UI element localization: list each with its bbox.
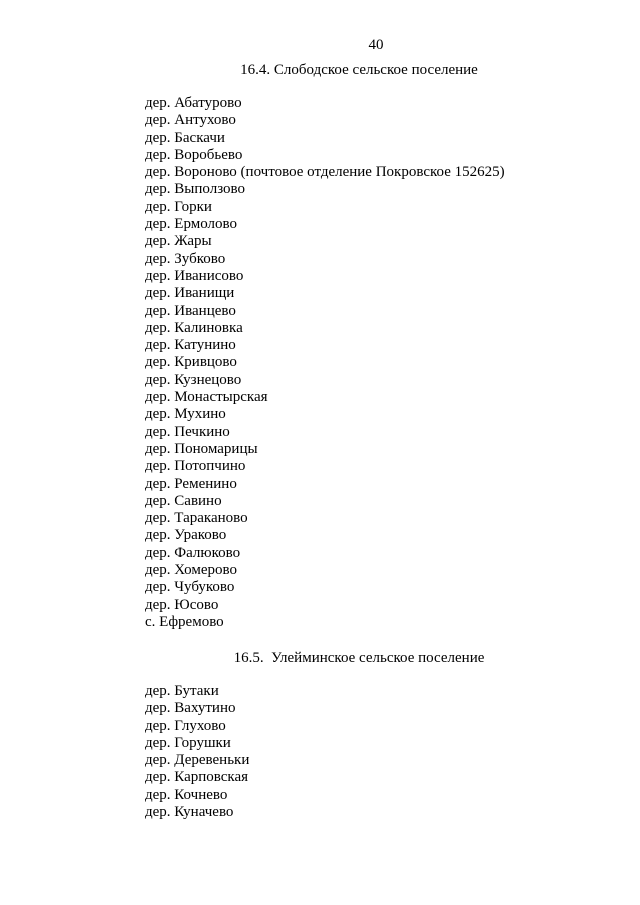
list-item: дер. Калиновка xyxy=(145,319,243,336)
list-item: дер. Катунино xyxy=(145,337,236,354)
list-item: дер. Горки xyxy=(145,198,212,215)
list-item: дер. Куначево xyxy=(145,804,234,821)
list-item: дер. Ременино xyxy=(145,475,237,492)
list-item: дер. Хомерово xyxy=(145,562,238,579)
list-item: дер. Горушки xyxy=(145,734,231,751)
list-item: дер. Иванищи xyxy=(145,285,235,302)
list-item: дер. Вахутино xyxy=(145,700,236,717)
list-item: дер. Иванцево xyxy=(145,302,236,319)
list-item: дер. Ураково xyxy=(145,527,227,544)
list-item: дер. Потопчино xyxy=(145,458,246,475)
list-item: дер. Иванисово xyxy=(145,267,244,284)
list-item: дер. Кочнево xyxy=(145,786,228,803)
settlement-list-uleiminskoe xyxy=(145,683,249,821)
list-item: дер. Антухово xyxy=(145,112,236,129)
list-item: дер. Печкино xyxy=(145,423,230,440)
list-item: дер. Фалюково xyxy=(145,544,241,561)
list-item: дер. Глухово xyxy=(145,717,226,734)
list-item: дер. Зубково xyxy=(145,250,226,267)
list-item: дер. Савино xyxy=(145,492,222,509)
list-item: дер. Тараканово xyxy=(145,510,248,527)
list-item: дер. Жары xyxy=(145,233,212,250)
list-item: дер. Кузнецово xyxy=(145,371,242,388)
list-item: дер. Баскачи xyxy=(145,129,225,146)
list-item: дер. Пономарицы xyxy=(145,440,258,457)
list-item: дер. Бутаки xyxy=(145,683,219,699)
list-item: дер. Деревеньки xyxy=(145,752,250,769)
list-item: дер. Абатурово xyxy=(145,95,242,111)
list-item: дер. Чубуково xyxy=(145,579,235,596)
page-number: 40 xyxy=(368,37,384,53)
list-item: дер. Кривцово xyxy=(145,354,237,371)
list-item: дер. Юсово xyxy=(145,596,219,613)
list-item: дер. Воробьево xyxy=(145,146,243,163)
list-item: дер. Ермолово xyxy=(145,216,237,233)
list-item: с. Ефремово xyxy=(145,613,224,630)
list-item: дер. Вороново (почтовое отделение Покровское 152625) xyxy=(145,164,505,181)
list-item: дер. Выползово xyxy=(145,181,246,198)
settlement-list-slobodskoe xyxy=(145,95,505,631)
section-title-slobodskoe: 16.4. Слободское сельское поселение xyxy=(240,62,478,78)
list-item: дер. Мухино xyxy=(145,406,226,423)
list-item: дер. Карповская xyxy=(145,769,249,786)
list-item: дер. Монастырская xyxy=(145,389,268,406)
section-title-uleiminskoe: 16.5. Улейминское сельское поселение xyxy=(233,650,485,666)
